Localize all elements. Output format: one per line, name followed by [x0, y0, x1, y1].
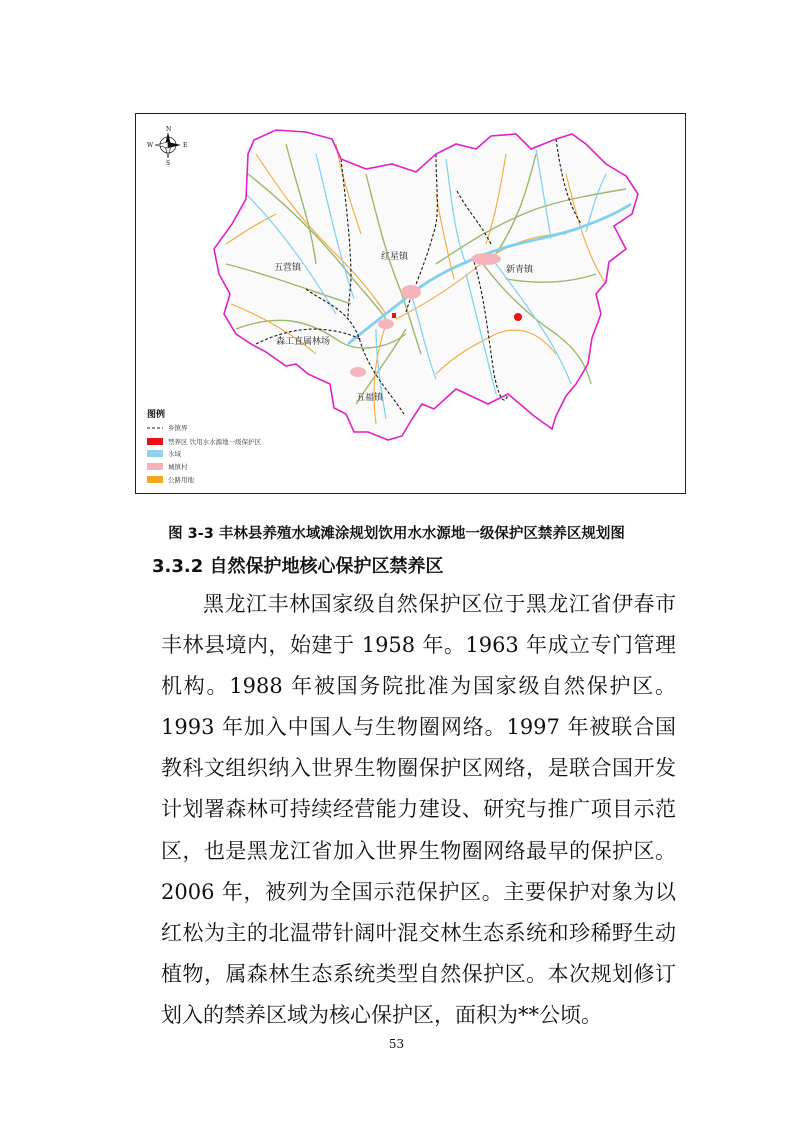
body-paragraph: 黑龙江丰林国家级自然保护区位于黑龙江省伊春市丰林县境内，始建于 1958 年。1963 年成立专门管理机构。1988 年被国务院批准为国家级自然保护区。1993 年加入中国人与生物圈网络。1997 年被联合国教科文组织纳入世界生物圈保护区网络，是联合国开发计划署森林可持续经营能力建设、研究与推广项目示范区，也是黑龙江省加入世界生物圈网络最早的保护区。2006 年，被列为全国示范保护区。主要保护对象为以红松为主的北温带针阔叶混交林生态系统和珍稀野生动植物，属森林生态系统类型自然保护区。本次规划修订划入的禁养区域为核心保护区，面积为**公顷。 — [161, 592, 676, 1027]
figure-caption: 图 3-3 丰林县养殖水域滩涂规划饮用水水源地一级保护区禁养区规划图 — [168, 526, 625, 542]
compass-east-letter: E — [183, 142, 188, 149]
compass-east-point — [168, 142, 181, 148]
legend-swatch-water — [147, 450, 163, 457]
urban-area — [378, 319, 394, 329]
compass-rose — [147, 126, 187, 167]
section-heading — [152, 552, 444, 578]
section-number: 3.3.2 — [152, 556, 204, 577]
map-legend — [147, 408, 262, 484]
urban-area — [350, 367, 366, 377]
compass-west-letter: W — [147, 142, 154, 149]
page-number: 53 — [388, 1037, 405, 1051]
legend-label-water: 水域 — [168, 450, 181, 458]
section-title: 自然保护地核心保护区禁养区 — [209, 556, 444, 577]
legend-label-protected-zone: 禁养区 饮用水水源地一级保护区 — [168, 438, 262, 446]
legend-label-township-boundary: 乡镇界 — [168, 424, 188, 432]
town-label-hongxing: 红星镇 — [381, 252, 409, 262]
planning-map-figure — [135, 113, 686, 494]
legend-title: 图例 — [147, 410, 166, 420]
town-label-senlin: 森工直属林场 — [276, 337, 331, 347]
town-label-wuying: 五营镇 — [274, 263, 302, 273]
legend-label-road: 公路用地 — [168, 476, 194, 484]
protected-zone — [392, 313, 396, 318]
map-canvas — [136, 114, 686, 494]
county-area — [214, 130, 638, 440]
legend-swatch-urban — [147, 463, 163, 470]
town-label-wufu: 五福镇 — [356, 393, 384, 403]
town-label-xinqing: 新青镇 — [506, 265, 534, 275]
legend-label-urban: 城镇村 — [168, 463, 188, 471]
urban-area — [471, 253, 501, 265]
protected-zone — [514, 313, 522, 321]
compass-west-point — [155, 142, 168, 148]
urban-area — [401, 285, 421, 299]
legend-swatch-road — [147, 476, 163, 483]
compass-north-letter: N — [166, 126, 172, 133]
legend-swatch-protected-zone — [147, 438, 163, 445]
compass-south-letter: S — [166, 160, 171, 167]
